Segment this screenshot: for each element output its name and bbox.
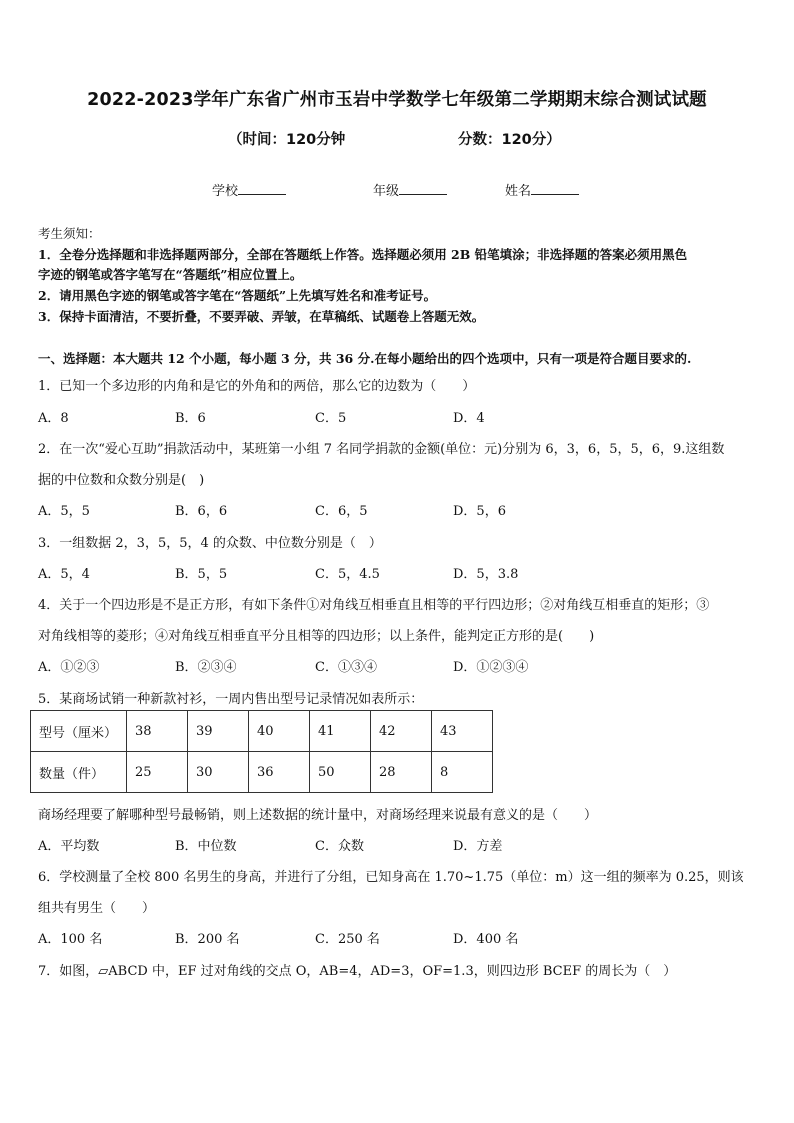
table-cell: 38	[127, 711, 188, 752]
table-cell: 25	[127, 752, 188, 793]
q4-option-b[interactable]: B．②③④	[175, 660, 237, 675]
q6-option-c[interactable]: C．250 名	[315, 932, 380, 947]
table-cell: 36	[249, 752, 310, 793]
grade-blank[interactable]	[399, 182, 447, 195]
q1-option-c[interactable]: C．5	[315, 411, 347, 426]
school-field[interactable]	[212, 180, 286, 199]
table-cell: 8	[432, 752, 493, 793]
q3-option-c[interactable]: C．5，4.5	[315, 567, 380, 582]
question-1-stem: 1．已知一个多边形的内角和是它的外角和的两倍，那么它的边数为（ ）	[38, 379, 476, 394]
q2-option-d[interactable]: D．5，6	[453, 504, 506, 519]
grade-label: 年级	[373, 184, 400, 199]
notes-heading: 考生须知：	[38, 226, 101, 241]
question-6-stem: 6．学校测量了全校 800 名男生的身高，并进行了分组，已知身高在 1.70~1.75（单位：m）这一组的频率为 0.25，则该	[38, 870, 744, 885]
q3-option-b[interactable]: B．5，5	[175, 567, 228, 582]
table-cell: 39	[188, 711, 249, 752]
q4-option-d[interactable]: D．①②③④	[453, 660, 529, 675]
question-3-stem: 3．一组数据 2，3，5，5，4 的众数、中位数分别是（ ）	[38, 536, 382, 551]
exam-time: （时间：120分钟	[228, 132, 346, 148]
q1-option-a[interactable]: A．8	[38, 411, 69, 426]
q2-option-c[interactable]: C．6，5	[315, 504, 368, 519]
question-7-stem: 7．如图，▱ABCD 中，EF 过对角线的交点 O，AB=4，AD=3，OF=1.3，则四边形 BCEF 的周长为（ ）	[38, 964, 677, 979]
question-2-stem: 2．在一次“爱心互助”捐款活动中，某班第一小组 7 名同学捐款的金额(单位：元)分别为 6，3，6，5，5，6，9.这组数	[38, 442, 725, 457]
school-label: 学校	[212, 184, 239, 199]
note-line: 3．保持卡面清洁，不要折叠，不要弄破、弄皱，在草稿纸、试题卷上答题无效。	[38, 309, 485, 324]
q1-option-b[interactable]: B．6	[175, 411, 206, 426]
school-blank[interactable]	[238, 182, 286, 195]
section-heading: 一、选择题：本大题共 12 个小题，每小题 3 分，共 36 分.在每小题给出的四个选项中，只有一项是符合题目要求的.	[38, 351, 692, 366]
q6-option-d[interactable]: D．400 名	[453, 932, 519, 947]
q6-option-a[interactable]: A．100 名	[38, 932, 103, 947]
q4-option-a[interactable]: A．①②③	[38, 660, 100, 675]
table-cell: 30	[188, 752, 249, 793]
question-5-stem: 5．某商场试销一种新款衬衫，一周内售出型号记录情况如表所示：	[38, 692, 424, 707]
table-cell: 28	[371, 752, 432, 793]
note-line: 1．全卷分选择题和非选择题两部分，全部在答题纸上作答。选择题必须用 2B 铅笔填涂；非选择题的答案必须用黑色	[38, 247, 688, 262]
q5-option-b[interactable]: B．中位数	[175, 839, 237, 854]
name-blank[interactable]	[531, 182, 579, 195]
question-4-stem: 对角线相等的菱形；④对角线互相垂直平分且相等的四边形；以上条件，能判定正方形的是( )	[38, 629, 595, 644]
table-cell: 43	[432, 711, 493, 752]
table-row	[31, 711, 493, 752]
q5-option-c[interactable]: C．众数	[315, 839, 364, 854]
question-6-stem: 组共有男生（ ）	[38, 901, 156, 916]
q3-option-d[interactable]: D．5，3.8	[453, 567, 519, 582]
note-line: 字迹的钢笔或答字笔写在“答题纸”相应位置上。	[38, 267, 303, 282]
name-field[interactable]	[505, 180, 579, 199]
q4-option-c[interactable]: C．①③④	[315, 660, 377, 675]
question-2-stem: 据的中位数和众数分别是( )	[38, 473, 205, 488]
table-cell: 42	[371, 711, 432, 752]
name-label: 姓名	[505, 184, 532, 199]
table-cell: 41	[310, 711, 371, 752]
question-5-followup: 商场经理要了解哪种型号最畅销，则上述数据的统计量中，对商场经理来说最有意义的是（ ）	[38, 808, 598, 823]
exam-score: 分数：120分）	[458, 132, 561, 148]
page-title: 2022-2023学年广东省广州市玉岩中学数学七年级第二学期期末综合测试试题	[87, 90, 707, 110]
table-cell: 40	[249, 711, 310, 752]
question-4-stem: 4．关于一个四边形是不是正方形，有如下条件①对角线互相垂直且相等的平行四边形；②对角线互相垂直的矩形；③	[38, 598, 710, 613]
q2-option-b[interactable]: B．6，6	[175, 504, 228, 519]
q5-option-d[interactable]: D．方差	[453, 839, 503, 854]
q5-option-a[interactable]: A．平均数	[38, 839, 100, 854]
q1-option-d[interactable]: D．4	[453, 411, 485, 426]
table-header-cell: 型号（厘米）	[31, 711, 127, 752]
note-line: 2．请用黑色字迹的钢笔或答字笔在“答题纸”上先填写姓名和准考证号。	[38, 288, 437, 303]
grade-field[interactable]	[373, 180, 447, 199]
q2-option-a[interactable]: A．5，5	[38, 504, 90, 519]
table-cell: 50	[310, 752, 371, 793]
table-row	[31, 752, 493, 793]
q6-option-b[interactable]: B．200 名	[175, 932, 240, 947]
q3-option-a[interactable]: A．5，4	[38, 567, 90, 582]
size-sales-table	[30, 710, 493, 793]
table-header-cell: 数量（件）	[31, 752, 127, 793]
